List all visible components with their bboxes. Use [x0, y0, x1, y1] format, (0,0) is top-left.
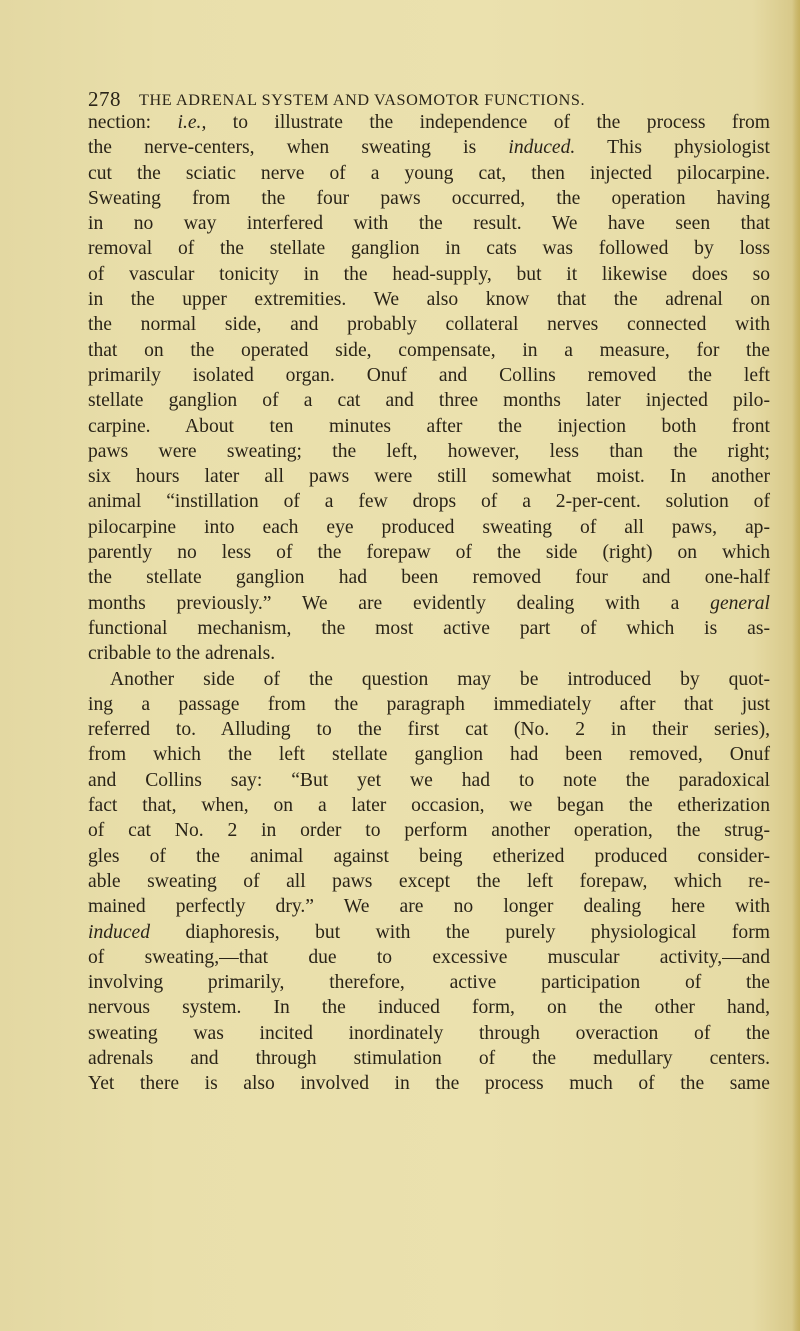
text-line	[88, 312, 770, 337]
text-run: removal of the stellate ganglion in cats was followed by loss	[88, 238, 770, 260]
text-run: nection:	[88, 112, 178, 133]
text-line	[88, 515, 770, 540]
text-line	[88, 388, 770, 413]
text-run: the nerve-centers, when sweating is	[88, 137, 509, 159]
body-text	[88, 110, 770, 1097]
text-run: of sweating,—that due to excessive muscular activity,—and	[88, 946, 770, 968]
italic-text-run: induced.	[508, 137, 576, 159]
text-line	[88, 464, 770, 489]
text-run: gles of the animal against being etherized produced consider-	[88, 845, 770, 867]
text-line	[88, 565, 770, 590]
text-line	[88, 793, 770, 818]
text-line	[88, 970, 770, 995]
text-line	[88, 1046, 770, 1071]
text-run: Yet there is also involved in the process much of the same	[88, 1073, 770, 1095]
text-run: the stellate ganglion had been removed four and one-half	[88, 567, 770, 589]
text-run: primarily isolated organ. Onuf and Collins removed the left	[88, 364, 770, 386]
text-run: Sweating from the four paws occurred, the operation having	[88, 187, 770, 209]
text-line	[88, 995, 770, 1020]
text-run: paws were sweating; the left, however, less than the right;	[88, 440, 770, 462]
text-run: parently no less of the forepaw of the side (right) on which	[88, 542, 770, 564]
text-run: cribable to the adrenals.	[88, 643, 276, 665]
text-run: in the upper extremities. We also know that the adrenal on	[88, 289, 770, 311]
text-line	[88, 110, 770, 135]
text-line	[88, 616, 770, 641]
text-run: adrenals and through stimulation of the medullary centers.	[88, 1047, 770, 1069]
text-line	[88, 287, 770, 312]
text-line	[88, 869, 770, 894]
text-run: pilocarpine into each eye produced sweating of all paws, ap-	[88, 516, 770, 538]
text-run: from which the left stellate ganglion had been removed, Onuf	[88, 744, 770, 766]
page-edge-shadow	[792, 0, 800, 1331]
text-run: stellate ganglion of a cat and three months later injected pilo-	[88, 390, 770, 412]
text-run: fact that, when, on a later occasion, we began the etherization	[88, 795, 770, 817]
text-run: that on the operated side, compensate, in a measure, for the	[88, 339, 770, 361]
text-run: mained perfectly dry.” We are no longer dealing here with	[88, 896, 770, 918]
page-number: 278	[88, 87, 121, 111]
text-line	[88, 540, 770, 565]
text-line	[88, 414, 770, 439]
text-line	[88, 742, 770, 767]
text-run: nervous system. In the induced form, on the other hand,	[88, 997, 770, 1019]
text-run: Another side of the question may be introduced by quot-	[110, 668, 770, 690]
text-line	[88, 692, 770, 717]
text-line	[88, 1021, 770, 1046]
text-line	[88, 818, 770, 843]
text-line	[88, 667, 770, 692]
text-line	[88, 338, 770, 363]
text-run: and Collins say: “But yet we had to note the paradoxical	[88, 769, 770, 791]
text-run: the normal side, and probably collateral nerves connected with	[88, 314, 770, 336]
text-line	[88, 262, 770, 287]
text-line	[88, 920, 770, 945]
text-run: of vascular tonicity in the head-supply, but it likewise does so	[88, 263, 770, 285]
text-line	[88, 363, 770, 388]
text-run: six hours later all paws were still somewhat moist. In another	[88, 466, 770, 488]
text-line	[88, 236, 770, 261]
text-run: diaphoresis, but with the purely physiological form	[150, 921, 770, 943]
text-run: cut the sciatic nerve of a young cat, then injected pilocarpine.	[88, 162, 770, 184]
text-line	[88, 489, 770, 514]
text-run: of cat No. 2 in order to perform another operation, the strug-	[88, 820, 770, 842]
italic-text-run: i.e.,	[177, 112, 207, 133]
text-line	[88, 717, 770, 742]
text-run: carpine. About ten minutes after the injection both front	[88, 415, 770, 437]
text-run: months previously.” We are evidently dealing with a	[88, 592, 711, 614]
text-line	[88, 945, 770, 970]
text-line	[88, 211, 770, 236]
text-run: in no way interfered with the result. We have seen that	[88, 213, 770, 235]
text-run: sweating was incited inordinately through overaction of the	[88, 1022, 770, 1044]
text-line	[88, 768, 770, 793]
text-line	[88, 591, 770, 616]
text-run: ing a passage from the paragraph immediately after that just	[88, 693, 770, 715]
running-title: THE ADRENAL SYSTEM AND VASOMOTOR FUNCTIONS.	[139, 91, 586, 109]
text-run: referred to. Alluding to the first cat (No. 2 in their series),	[88, 719, 770, 741]
text-line	[88, 894, 770, 919]
text-line	[88, 186, 770, 211]
text-line	[88, 844, 770, 869]
running-head	[88, 86, 788, 112]
text-run: involving primarily, therefore, active participation of the	[88, 972, 770, 994]
text-run: This physiologist	[575, 137, 770, 159]
text-run: to illustrate the independence of the process from	[206, 112, 771, 133]
italic-text-run: general	[710, 592, 770, 614]
text-line	[88, 641, 770, 666]
text-run: animal “instillation of a few drops of a 2-per-cent. solution of	[88, 491, 770, 513]
text-run: able sweating of all paws except the left forepaw, which re-	[88, 870, 770, 892]
text-line	[88, 1071, 770, 1096]
text-line	[88, 439, 770, 464]
text-run: functional mechanism, the most active part of which is as-	[88, 617, 770, 639]
italic-text-run: induced	[88, 921, 151, 943]
text-line	[88, 135, 770, 160]
text-line	[88, 161, 770, 186]
